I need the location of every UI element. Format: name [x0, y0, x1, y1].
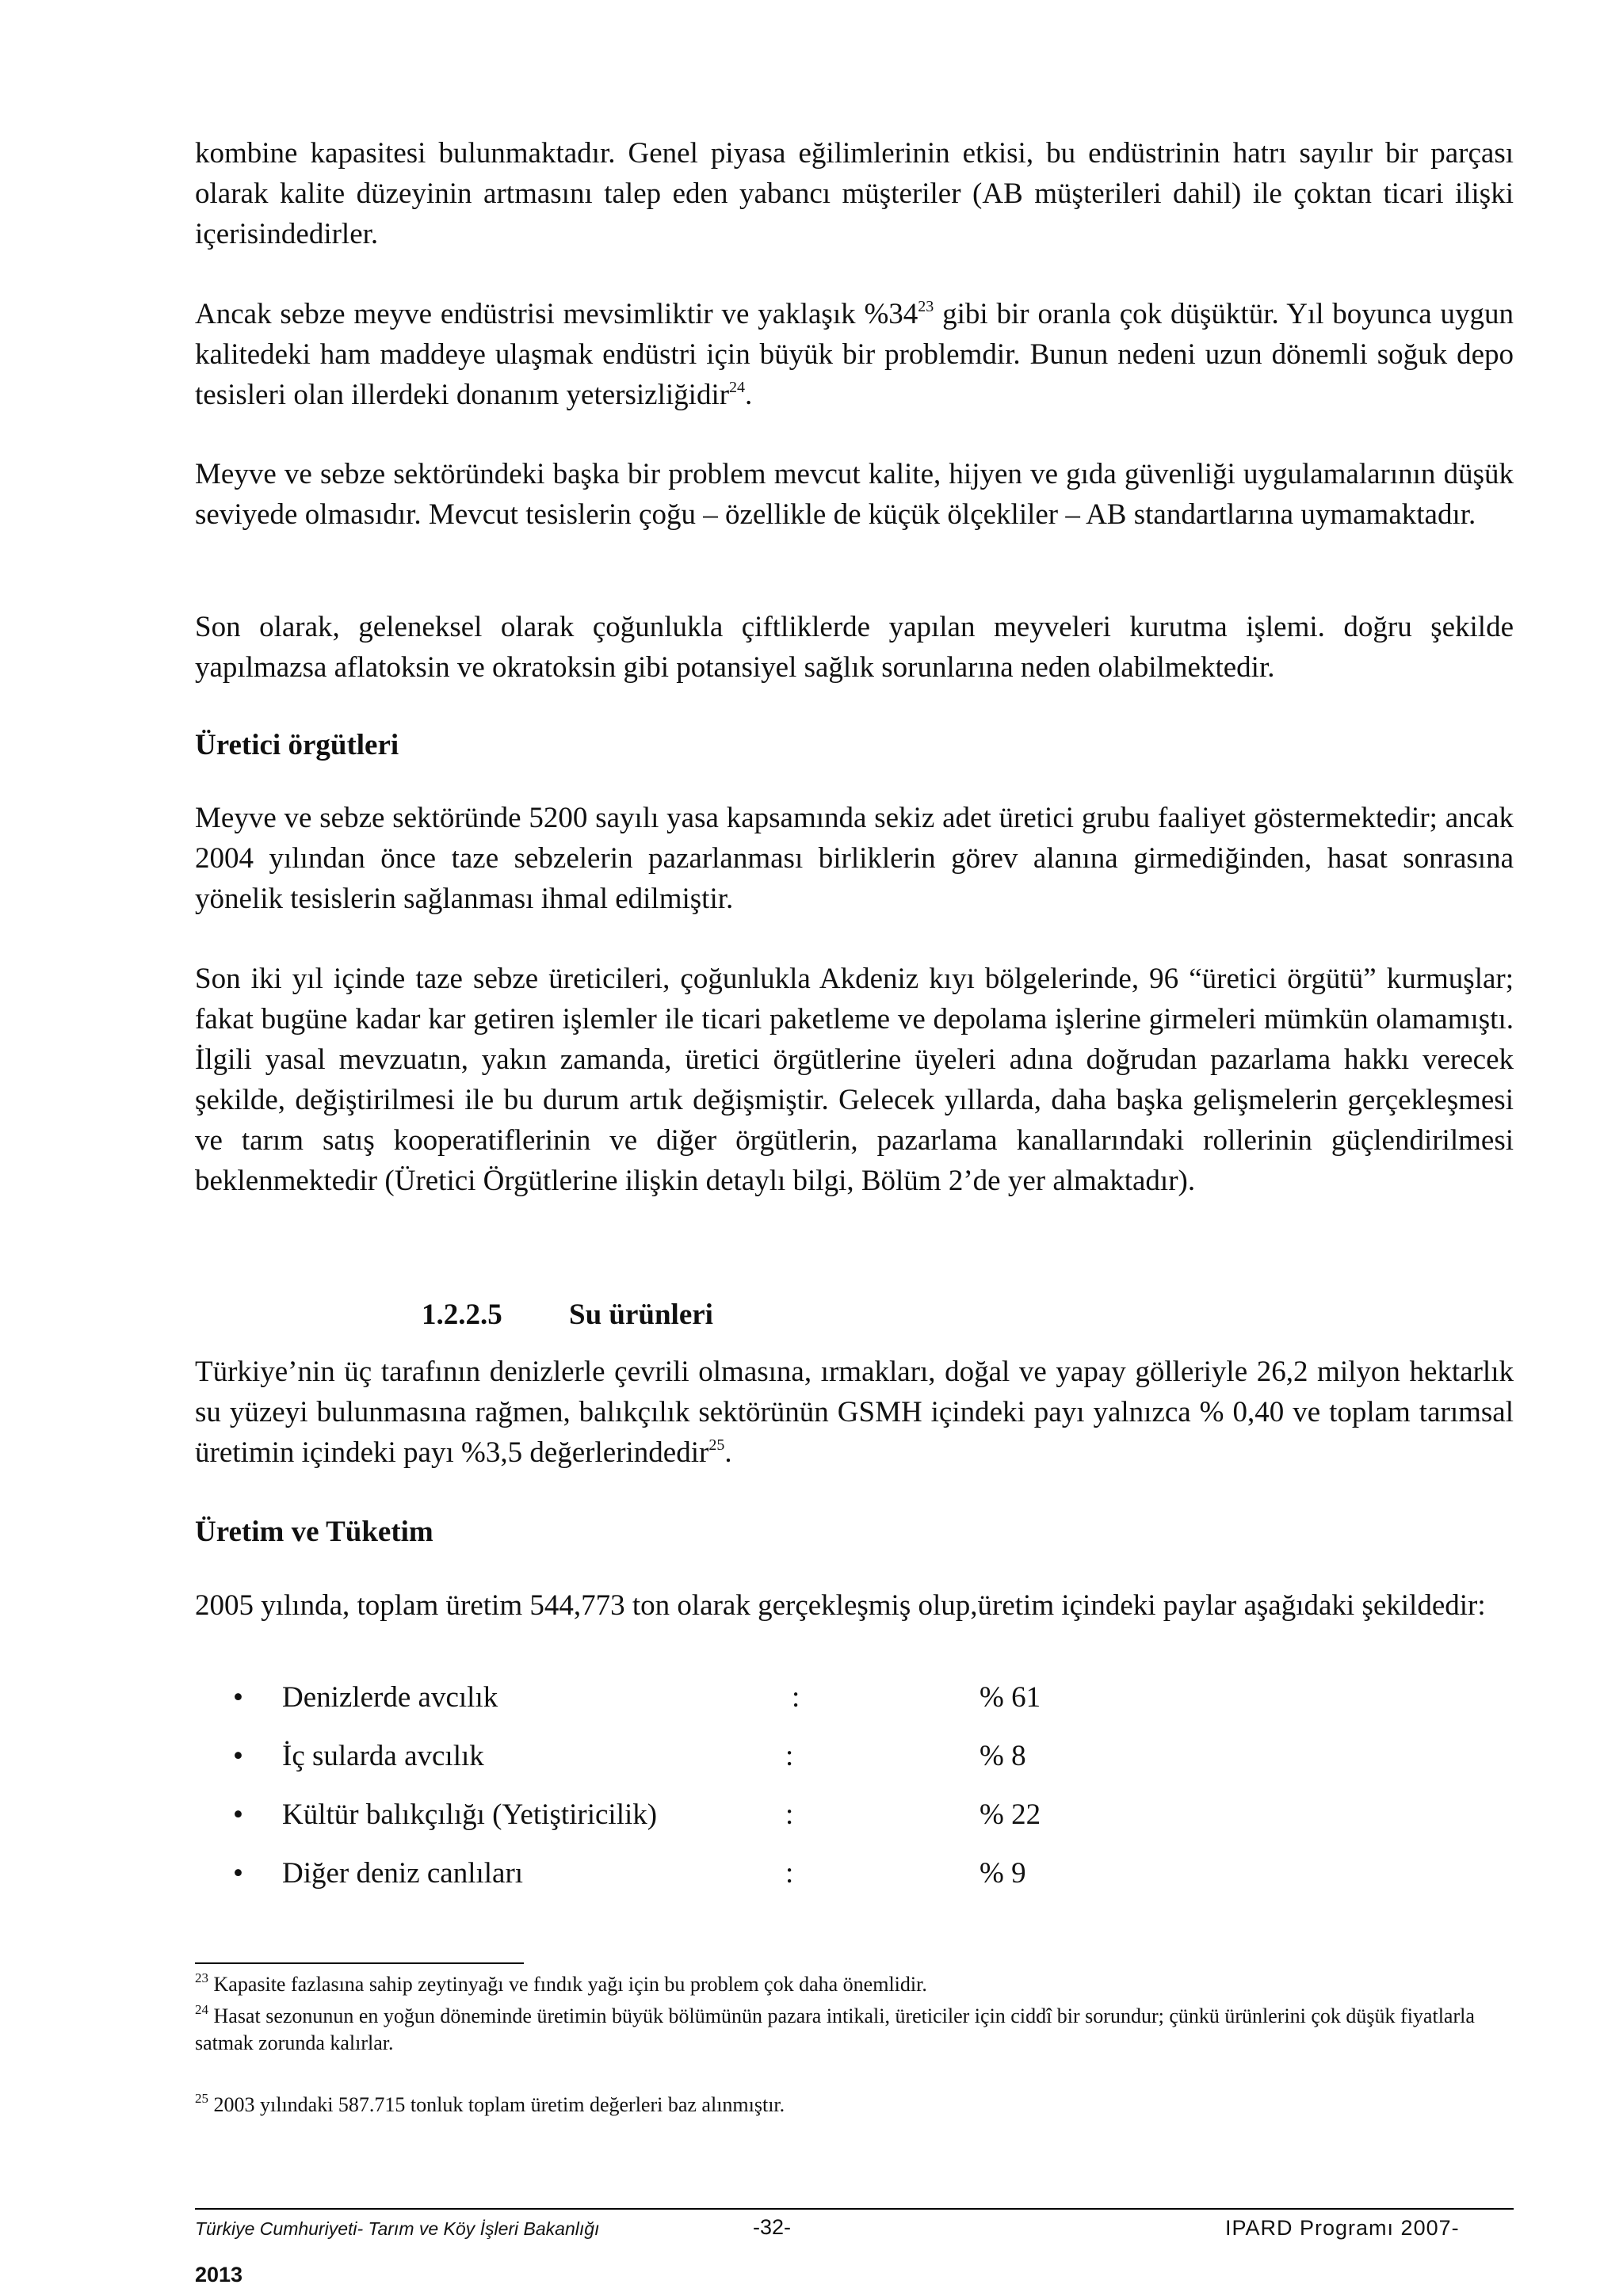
paragraph-text: Türkiye’nin üç tarafının denizlerle çevrili olmasına, ırmakları, doğal ve yapay gölleriyle 26,2 milyon hektarlık su yüzeyi bulunmasına rağmen, balıkçılık sektörünün GSMH içindeki payı yalnızca % 0,40 ve toplam tarımsal üretimin içindeki payı %3,5 değerlerindedir: [195, 1356, 1514, 1469]
paragraph-text: Meyve ve sebze sektöründeki başka bir problem mevcut kalite, hijyen ve gıda güvenliği uygulamalarının düşük seviyede olmasıdır. Mevcut tesislerin çoğu – özellikle de küçük ölçekliler – AB standartlarına uymamaktadır.: [195, 458, 1514, 531]
footer-year: 2013: [195, 2263, 243, 2286]
section-number: 1.2.2.5: [422, 1299, 502, 1331]
paragraph-text: Meyve ve sebze sektöründe 5200 sayılı yasa kapsamında sekiz adet üretici grubu faaliyet göstermektedir; ancak 2004 yılından önce taze sebzelerin pazarlanması birliklerin görev alanına girmediğinden, hasat sonrasına yönelik tesislerin sağlanması ihmal edilmiştir.: [195, 802, 1514, 915]
bullet-icon: •: [233, 1740, 243, 1772]
paragraph-2005: [195, 1585, 1514, 1626]
paragraph-kombine: [195, 133, 1514, 254]
footer-divider: [195, 2208, 1514, 2210]
paragraph-text: Son iki yıl içinde taze sebze üreticileri, çoğunlukla Akdeniz kıyı bölgelerinde, 96 “üretici örgütü” kurmuşlar; fakat bugüne kadar kar getiren işlemler ile ticari paketleme ve depolama işlerine girmeleri mümkün olamamıştı. İlgili yasal mevzuatın, yakın zamanda, üretici örgütlerine üyeleri adına doğrudan pazarlama hakkı verecek şekilde, değiştirilmesi ile bu durum artık değişmiştir. Gelecek yıllarda, daha başka gelişmelerin gerçekleşmesi ve tarım satış kooperatiflerinin ve diğer örgütlerin, pazarlama kanallarındaki rollerinin güçlendirilmesi beklenmektedir (Üretici Örgütlerine ilişkin detaylı bilgi, Bölüm 2’de yer almaktadır).: [195, 963, 1514, 1197]
paragraph-text: kombine kapasitesi bulunmaktadır. Genel piyasa eğilimlerinin etkisi, bu endüstrinin hatrı sayılır bir parçası olarak kalite düzeyinin artmasını talep eden yabancı müşteriler (AB müşterileri dahil) ile çoktan ticari ilişki içerisindedirler.: [195, 137, 1514, 250]
list-item-separator: :: [785, 1798, 794, 1831]
paragraph-son-olarak: [195, 607, 1514, 688]
list-item-value: % 22: [980, 1798, 1041, 1831]
paragraph-text: gibi bir oranla çok düşüktür. Yıl boyunca uygun kalitedeki ham maddeye ulaşmak endüstri için büyük bir problemdir. Bunun nedeni uzun dönemli soğuk depo tesisleri olan illerdeki donanım yetersizliğidir: [195, 298, 1514, 411]
heading-uretici-orgutleri: Üretici örgütleri: [195, 729, 399, 761]
footer-program: IPARD Programı 2007-: [1225, 2216, 1460, 2240]
paragraph-son-iki-yil: [195, 959, 1514, 1201]
list-item: [195, 1794, 1514, 1835]
paragraph-text: Son olarak, geleneksel olarak çoğunlukla çiftliklerde yapılan meyveleri kurutma işlemi. doğru şekilde yapılmazsa aflatoksin ve okratoksin gibi potansiyel sağlık sorunlarına neden olabilmektedir.: [195, 611, 1514, 684]
paragraph-ancak: [195, 294, 1514, 415]
footnote-24: [195, 2003, 1514, 2057]
paragraph-text: 2005 yılında, toplam üretim 544,773 ton olarak gerçekleşmiş olup,üretim içindeki paylar aşağıdaki şekildedir:: [195, 1589, 1486, 1622]
paragraph-text: Ancak sebze meyve endüstrisi mevsimliktir ve yaklaşık %34: [195, 298, 918, 330]
footnote-text: Kapasite fazlasına sahip zeytinyağı ve fındık yağı için bu problem çok daha önemlidir.: [208, 1973, 927, 1996]
bullet-icon: •: [233, 1681, 243, 1714]
list-item-separator: :: [792, 1681, 800, 1714]
subsection-heading: [195, 1295, 1514, 1335]
footnote-text: 2003 yılındaki 587.715 tonluk toplam üretim değerleri baz alınmıştır.: [208, 2093, 785, 2116]
list-item-label: Diğer deniz canlıları: [282, 1857, 524, 1890]
list-item-value: % 8: [980, 1740, 1026, 1772]
list-item-separator: :: [785, 1740, 794, 1772]
footnote-ref-25[interactable]: 25: [708, 1436, 725, 1454]
footnote-ref-23[interactable]: 23: [918, 298, 934, 315]
footnote-25: [195, 2092, 1514, 2119]
list-item: [195, 1853, 1514, 1894]
list-item-label: Denizlerde avcılık: [282, 1681, 498, 1714]
paragraph-text: .: [745, 379, 753, 411]
heading-uretim-tuketim: Üretim ve Tüketim: [195, 1516, 433, 1548]
footnote-text: Hasat sezonunun en yoğun döneminde üretimin büyük bölümünün pazara intikali, üreticiler için ciddî bir sorundur; çünkü ürünlerini çok düşük fiyatlarla satmak zorunda kalırlar.: [195, 2004, 1475, 2054]
list-item-value: % 61: [980, 1681, 1041, 1714]
page-number: -32-: [753, 2215, 792, 2239]
paragraph-meyve-problem: [195, 454, 1514, 535]
paragraph-5200: [195, 798, 1514, 919]
list-item-label: İç sularda avcılık: [282, 1740, 484, 1772]
footnote-number: 24: [195, 2002, 208, 2017]
list-item-label: Kültür balıkçılığı (Yetiştiricilik): [282, 1798, 658, 1831]
list-item-value: % 9: [980, 1857, 1026, 1890]
footnote-23: [195, 1971, 1514, 1998]
bullet-icon: •: [233, 1857, 243, 1890]
footnote-ref-24[interactable]: 24: [729, 379, 746, 396]
section-title: Su ürünleri: [569, 1299, 713, 1331]
list-item-separator: :: [785, 1857, 794, 1890]
footnote-number: 23: [195, 1970, 208, 1985]
footnote-number: 25: [195, 2091, 208, 2106]
footer-ministry: Türkiye Cumhuriyeti- Tarım ve Köy İşleri Bakanlığı: [195, 2218, 600, 2239]
list-item: [195, 1677, 1514, 1718]
list-item: [195, 1736, 1514, 1776]
paragraph-turkiye: [195, 1352, 1514, 1473]
footnote-divider: [195, 1962, 524, 1964]
paragraph-text: .: [724, 1436, 732, 1469]
bullet-icon: •: [233, 1798, 243, 1831]
